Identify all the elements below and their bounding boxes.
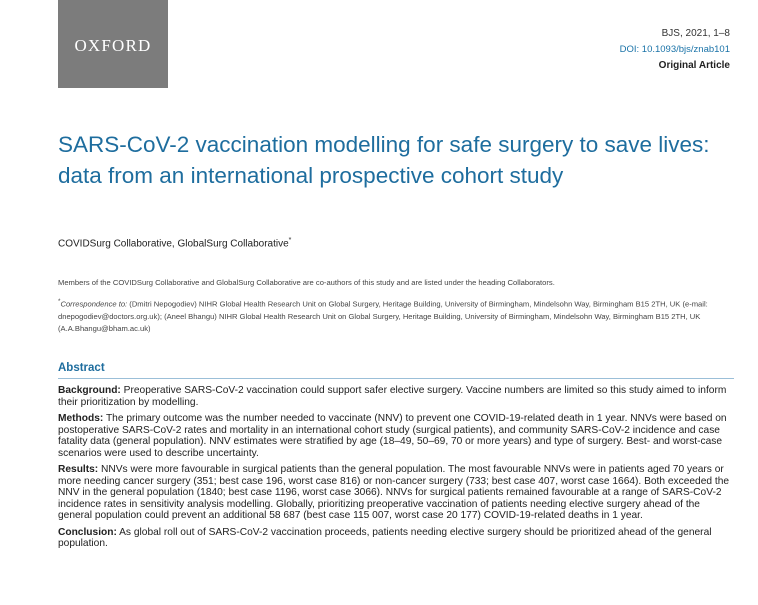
conclusion-label: Conclusion: <box>58 526 117 538</box>
abstract-body <box>58 385 736 555</box>
logo-text: OXFORD <box>74 36 152 55</box>
article-title: SARS-CoV-2 vaccination modelling for safe surgery to save lives: data from an international prospective cohort study <box>58 132 710 188</box>
doi-value: 10.1093/bjs/znab101 <box>641 44 730 55</box>
methods-label: Methods: <box>58 413 104 424</box>
oxford-logo <box>58 0 168 88</box>
article-meta <box>620 28 730 71</box>
abstract-divider <box>58 378 734 379</box>
background-label: Background: <box>58 385 121 396</box>
abstract-results <box>58 464 736 522</box>
journal-citation: BJS, 2021, 1–8 <box>661 28 730 39</box>
results-label: Results: <box>58 464 99 475</box>
abstract-conclusion <box>58 527 736 550</box>
doi-label: DOI: <box>619 44 640 55</box>
author-footnote-mark: * <box>288 237 292 244</box>
background-text: Preoperative SARS-CoV-2 vaccination could support safer elective surgery. Vaccine numbers are limited so this study aimed to inform their prioritization by modelling. <box>58 385 727 408</box>
corr-mark: * <box>58 298 61 305</box>
corr-label: Correspondence to: <box>60 299 128 309</box>
abstract-methods <box>58 413 736 459</box>
doi-link[interactable] <box>620 44 730 55</box>
abstract-background <box>58 385 736 408</box>
authors: COVIDSurg Collaborative, GlobalSurg Collaborative <box>58 238 289 250</box>
article-type: Original Article <box>658 60 730 71</box>
corr-text: (Dmitri Nepogodiev) NIHR Global Health Research Unit on Global Surgery, Heritage Building, University of Birmingham, Mindelsohn Way, Birmingham B15 2TH, UK (e-mail: dnepogodiev@doctors.org.uk); (Aneel Bhangu) NIHR Global Health Research Unit on Global Surgery, Heritage Building, University of Birmingham, Mindelsohn Way, Birmingham B15 2TH, UK (A.A.Bhangu@bham.ac.uk) <box>58 299 708 333</box>
conclusion-text: As global roll out of SARS-CoV-2 vaccination proceeds, patients needing elective surgery should be prioritized ahead of the general population. <box>58 526 712 549</box>
abstract-heading: Abstract <box>58 362 105 374</box>
methods-text: The primary outcome was the number needed to vaccinate (NNV) to prevent one COVID-19-related death in 1 year. NNVs were based on postoperative SARS-CoV-2 rates and mortality in an international cohort study (surgical patients), and community SARS-CoV-2 incidence and case fatality data (general population). NNV estimates were stratified by age (18–49, 50–69, 70 or more years) and type of surgery. Best- and worst-case scenarios were used to describe uncertainty. <box>58 413 727 459</box>
members-note: Members of the COVIDSurg Collaborative and GlobalSurg Collaborative are co-authors of this study and are listed under the heading Collaborators. <box>58 278 555 287</box>
author-line <box>58 237 291 249</box>
results-text: NNVs were more favourable in surgical patients than the general population. The most favourable NNVs were in patients aged 70 years or more needing cancer surgery (351; best case 196, worst case 816) or non-cancer surgery (733; best case 407, worst case 1664). Both exceeded the NNV in the general population (1840; best case 1196, worst case 3066). NNVs for surgical patients remained favourable at a range of SARS-CoV-2 incidence rates in sensitivity analysis modelling. Globally, prioritizing preoperative vaccination of patients needing elective surgery ahead of the general population could prevent an additional 58 687 (best case 115 007, worst case 20 177) COVID-19-related deaths in 1 year. <box>58 464 730 521</box>
correspondence <box>58 296 743 335</box>
